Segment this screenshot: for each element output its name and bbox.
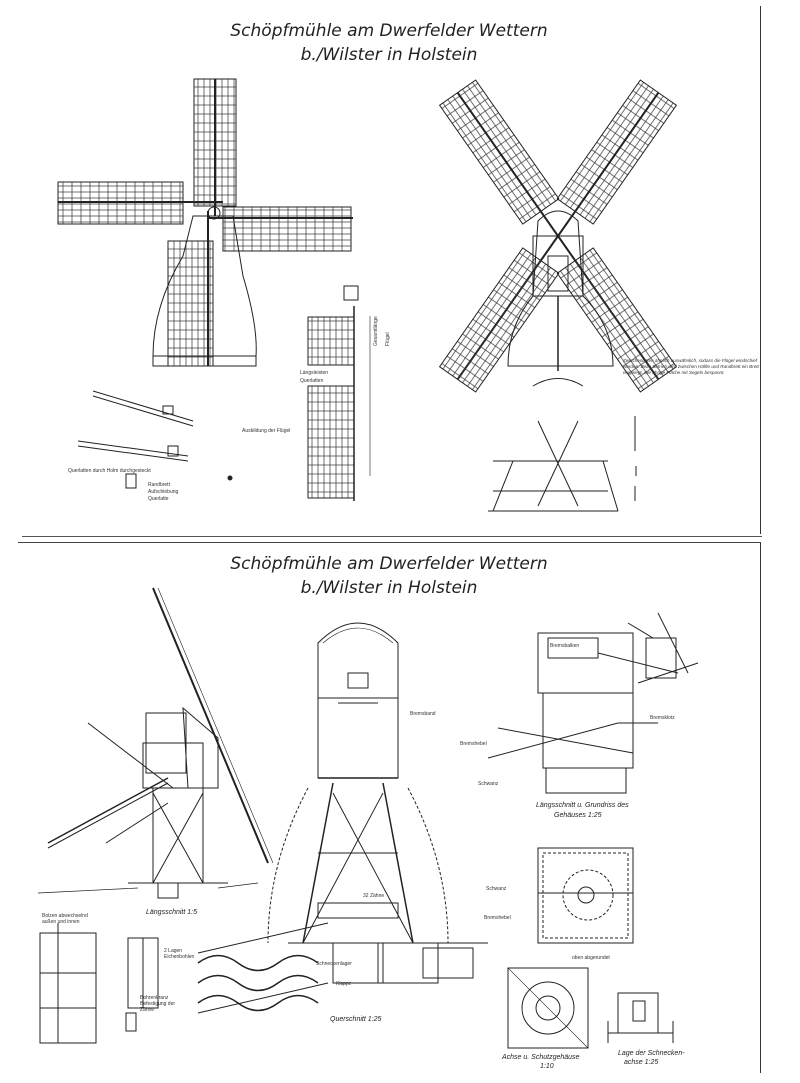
- sheet-separator: [22, 536, 762, 537]
- label-schwanz: Schwanz: [478, 781, 499, 787]
- label-bremsklotz: Bremsklotz: [650, 715, 675, 721]
- label-laengsleisten: Längsleisten: [300, 370, 329, 376]
- label-bolzen: Bolzen abwechselnd außen und innen: [42, 913, 88, 925]
- sheet-top-title-line2: b./Wilster in Holstein: [300, 45, 478, 65]
- label-oben: oben abgerundet: [572, 955, 610, 961]
- label-querlatten: Querlatten durch Holm durchgesteckt: [68, 468, 151, 474]
- label-lagen: 2 Lagen Eichenbohlen: [164, 948, 195, 960]
- caption-querschnitt: Querschnitt 1:25: [330, 1016, 382, 1023]
- label-bremshebel: Bremshebel: [460, 741, 487, 747]
- caption-laengsschnitt: Längsschnitt 1:5: [146, 909, 197, 916]
- caption-gehaeuse-line2: Gehäuses 1:25: [554, 812, 602, 819]
- label-bremshebel-grundriss: Bremshebel: [484, 915, 511, 921]
- caption-gehaeuse-line1: Längsschnitt u. Grundriss des: [536, 802, 629, 809]
- caption-lage-line2: achse 1:25: [624, 1059, 659, 1066]
- sail-note: Zwischenlatten ähnlich auswähnlich, sodass die Flügel windschief werden. Beim Betrieb wird zwischen Hälfte und Randbrett ein Brett eingelegt. Die übrige Fläche mit Segeln bespannt.: [623, 358, 759, 375]
- windmill-section-drawings: [18, 543, 760, 1073]
- label-flugel-vertical: Flügel: [385, 332, 391, 346]
- sheet-bottom-title-line1: Schöpfmühle am Dwerfelder Wettern: [230, 554, 548, 574]
- label-zaehne: 32 Zähne: [363, 893, 385, 899]
- label-bremsbalken: Bremsbalken: [550, 643, 580, 649]
- label-ausbildung: Ausbildung der Flügel: [242, 428, 291, 434]
- windmill-elevation-drawings: [18, 6, 760, 534]
- caption-achse-line1: Achse u. Schutzgehäuse: [502, 1054, 580, 1061]
- label-bohrenkranz: Bohrenkranz Befestigung der Zähne: [140, 995, 176, 1013]
- label-gesamtlaenge: Gesamtlänge: [373, 316, 379, 346]
- label-klappe: Klappe: [336, 981, 352, 987]
- label-querlatte: Querlatte: [148, 496, 169, 502]
- label-querlatten2: Querlatten: [300, 378, 324, 384]
- drawing-sheet-top: [18, 6, 761, 534]
- label-schwanz-grundriss: Schwanz: [486, 886, 507, 892]
- drawing-sheet-bottom: [18, 542, 761, 1073]
- label-aufschiebung: Aufschiebung: [148, 489, 179, 495]
- label-bremsband: Bremsband: [410, 711, 436, 717]
- caption-lage-line1: Lage der Schnecken-: [618, 1050, 685, 1057]
- sheet-top-title-line1: Schöpfmühle am Dwerfelder Wettern: [230, 21, 548, 41]
- label-schneckenlager: Schneckenlager: [316, 961, 352, 967]
- sheet-bottom-title-line2: b./Wilster in Holstein: [300, 578, 478, 598]
- label-randbrett: Randbrett: [148, 482, 170, 488]
- caption-achse-line2: 1:10: [540, 1063, 554, 1070]
